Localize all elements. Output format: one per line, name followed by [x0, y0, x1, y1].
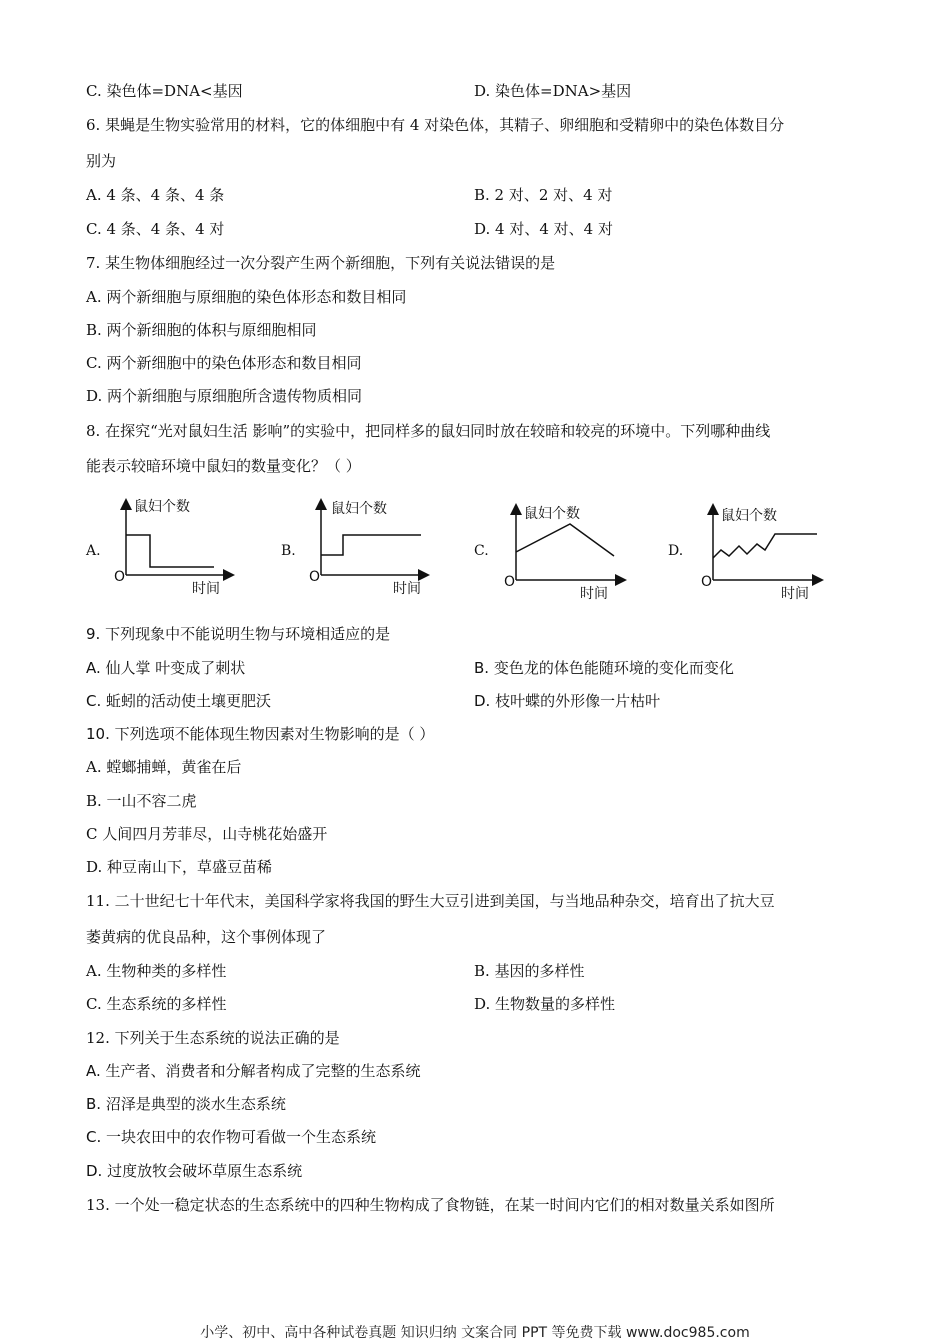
q7-option-c: C. 两个新细胞中的染色体形态和数目相同: [86, 354, 362, 372]
q10-stem: 10. 下列选项不能体现生物因素对生物影响的是（ ）: [86, 725, 435, 743]
q10-option-c: C 人间四月芳菲尽，山寺桃花始盛开: [86, 825, 328, 843]
q11-stem-line1: 11. 二十世纪七十年代末，美国科学家将我国的野生大豆引进到美国，与当地品种杂交，培育出了抗大豆: [86, 892, 775, 910]
q12-stem: 12. 下列关于生态系统的说法正确的是: [86, 1029, 340, 1047]
y-axis-label: 鼠妇个数: [331, 501, 387, 517]
q8-stem-line1: 8. 在探究“光对鼠妇生活 影响”的实验中，把同样多的鼠妇同时放在较暗和较亮的环境中。下列哪种曲线: [86, 422, 771, 440]
q5-option-d: D. 染色体=DNA>基因: [474, 82, 632, 100]
y-axis-label: 鼠妇个数: [524, 506, 580, 522]
q6-option-c: C. 4 条、4 条、4 对: [86, 220, 225, 238]
q12-option-d: D. 过度放牧会破坏草原生态系统: [86, 1162, 303, 1180]
q8-graph-b-label: B.: [281, 543, 296, 559]
q9-option-a: A. 仙人掌 叶变成了刺状: [86, 659, 246, 677]
q7-option-a: A. 两个新细胞与原细胞的染色体形态和数目相同: [86, 288, 407, 306]
q13-stem-line1: 13. 一个处一稳定状态的生态系统中的四种生物构成了食物链，在某一时间内它们的相对数量关系如图所: [86, 1196, 775, 1214]
q10-option-b: B. 一山不容二虎: [86, 792, 197, 810]
q6-option-a: A. 4 条、4 条、4 条: [86, 186, 225, 204]
q12-option-c: C. 一块农田中的农作物可看做一个生态系统: [86, 1128, 377, 1146]
q8-graph-b: [305, 495, 435, 600]
curve: [321, 535, 421, 555]
y-axis-label: 鼠妇个数: [134, 499, 190, 515]
q12-option-a: A. 生产者、消费者和分解者构成了完整的生态系统: [86, 1062, 421, 1080]
q8-graph-d-label: D.: [668, 543, 684, 559]
q11-option-a: A. 生物种类的多样性: [86, 962, 227, 980]
q9-option-b: B. 变色龙的体色能随环境的变化而变化: [474, 659, 734, 677]
origin-label: O: [701, 574, 713, 590]
origin-label: O: [504, 574, 516, 590]
q8-stem-line2: 能表示较暗环境中鼠妇的数量变化？（ ）: [86, 457, 361, 475]
q9-option-d: D. 枝叶蝶的外形像一片枯叶: [474, 692, 661, 710]
y-axis-label: 鼠妇个数: [721, 508, 777, 524]
curve: [126, 535, 214, 567]
q8-graph-a-label: A.: [86, 543, 101, 559]
x-axis-label: 时间: [580, 586, 608, 602]
q11-option-c: C. 生态系统的多样性: [86, 995, 227, 1013]
q9-option-c: C. 蚯蚓的活动使土壤更肥沃: [86, 692, 272, 710]
x-axis-label: 时间: [192, 581, 220, 597]
q12-option-b: B. 沼泽是典型的淡水生态系统: [86, 1095, 286, 1113]
q8-graph-a: [110, 495, 240, 600]
q11-option-b: B. 基因的多样性: [474, 962, 585, 980]
q5-option-c: C. 染色体=DNA<基因: [86, 82, 243, 100]
origin-label: O: [309, 569, 321, 585]
x-axis-label: 时间: [393, 581, 421, 597]
q9-stem: 9. 下列现象中不能说明生物与环境相适应的是: [86, 625, 391, 643]
q7-option-b: B. 两个新细胞的体积与原细胞相同: [86, 321, 317, 339]
q6-stem-line1: 6. 果蝇是生物实验常用的材料，它的体细胞中有 4 对染色体，其精子、卵细胞和受精卵中的染色体数目分: [86, 116, 785, 134]
q6-option-d: D. 4 对、4 对、4 对: [474, 220, 613, 238]
curve: [713, 534, 817, 558]
q11-stem-line2: 萎黄病的优良品种，这个事例体现了: [86, 928, 327, 946]
curve: [516, 524, 614, 556]
page-footer: 小学、初中、高中各种试卷真题 知识归纳 文案合同 PPT 等免费下载 www.doc985.com: [200, 1325, 750, 1341]
q8-graph-d: [697, 500, 827, 605]
q7-stem: 7. 某生物体细胞经过一次分裂产生两个新细胞，下列有关说法错误的是: [86, 254, 556, 272]
q8-graph-c: [500, 500, 630, 605]
q11-option-d: D. 生物数量的多样性: [474, 995, 616, 1013]
q10-option-d: D. 种豆南山下，草盛豆苗稀: [86, 858, 273, 876]
q6-stem-line2: 别为: [86, 152, 117, 170]
origin-label: O: [114, 569, 126, 585]
q6-option-b: B. 2 对、2 对、4 对: [474, 186, 613, 204]
x-axis-label: 时间: [781, 586, 809, 602]
q10-option-a: A. 螳螂捕蝉，黄雀在后: [86, 758, 242, 776]
q7-option-d: D. 两个新细胞与原细胞所含遗传物质相同: [86, 387, 363, 405]
q8-graph-c-label: C.: [474, 543, 489, 559]
